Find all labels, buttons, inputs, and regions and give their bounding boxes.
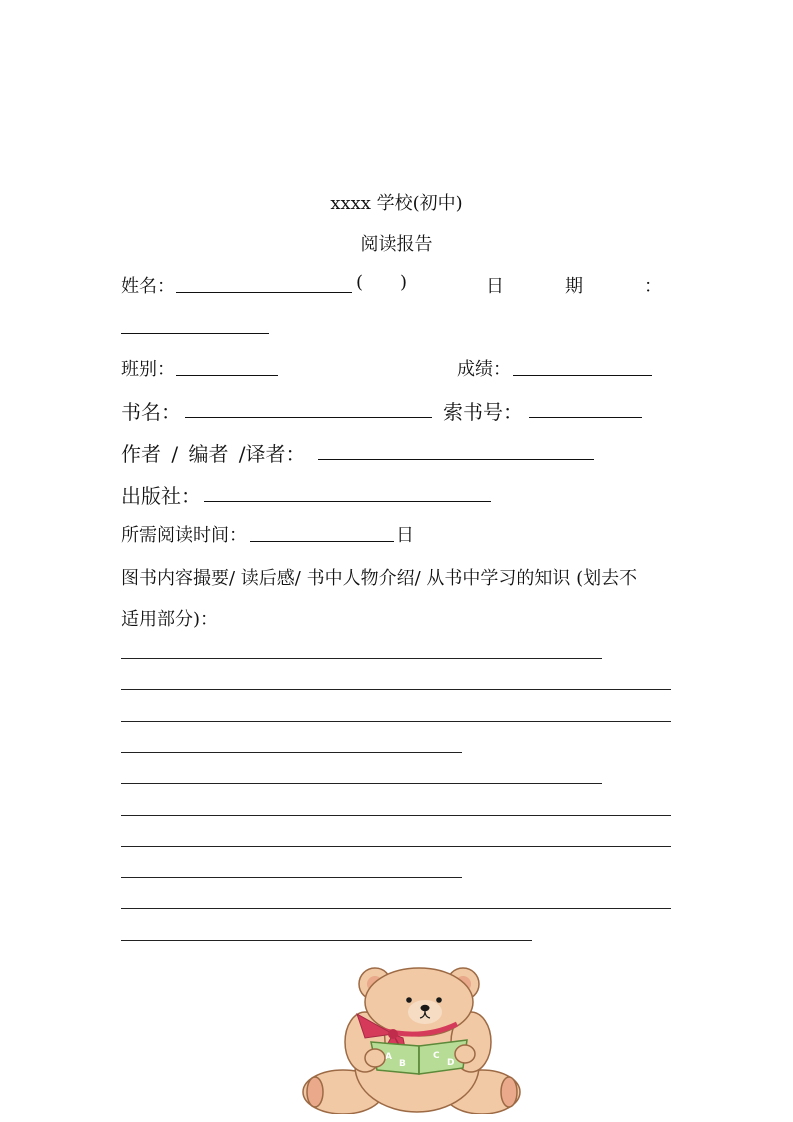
writing-line[interactable] — [121, 721, 671, 722]
book-letter-a: A — [385, 1052, 392, 1062]
writing-line[interactable] — [121, 908, 671, 909]
writing-line[interactable] — [121, 940, 532, 941]
teddy-bear-reading-icon — [295, 962, 525, 1118]
class-field[interactable] — [176, 375, 278, 376]
report-title: 阅读报告 — [360, 234, 433, 255]
writing-line[interactable] — [121, 846, 671, 847]
instruction-line-1: 图书内容撮要/ 读后感/ 书中人物介绍/ 从书中学习的知识 (划去不 — [121, 568, 638, 589]
school-title: xxxx 学校(初中) — [330, 193, 463, 214]
call-number-field[interactable] — [529, 417, 642, 418]
publisher-label: 出版社： — [121, 484, 201, 508]
grade-field[interactable] — [513, 375, 652, 376]
date-field[interactable] — [121, 333, 269, 334]
book-letter-b: B — [399, 1059, 406, 1069]
reading-time-label: 所需阅读时间： — [121, 525, 247, 546]
reading-time-unit: 日 — [396, 525, 414, 546]
date-char-3: ： — [644, 276, 662, 297]
name-label: 姓名： — [121, 276, 175, 297]
book-letter-c: C — [433, 1051, 440, 1061]
grade-label: 成绩： — [457, 359, 511, 380]
book-title-label: 书名： — [121, 400, 181, 424]
writing-line[interactable] — [121, 877, 462, 878]
writing-line[interactable] — [121, 752, 462, 753]
date-char-2: 期 — [565, 276, 583, 297]
writing-line[interactable] — [121, 689, 671, 690]
date-char-1: 日 — [486, 276, 504, 297]
date-label — [486, 272, 662, 298]
book-letter-d: D — [447, 1058, 455, 1068]
author-label: 作者 / 编者 /译者： — [121, 442, 306, 466]
writing-line[interactable] — [121, 783, 602, 784]
writing-line[interactable] — [121, 658, 602, 659]
instruction-line-2: 适用部分)： — [121, 609, 219, 630]
name-field[interactable] — [176, 292, 352, 293]
paren-close: ) — [400, 272, 408, 293]
call-number-label: 索书号： — [443, 400, 523, 424]
writing-line[interactable] — [121, 815, 671, 816]
paren-open: ( — [356, 272, 364, 293]
author-field[interactable] — [318, 459, 594, 460]
class-label: 班别： — [121, 359, 175, 380]
book-title-field[interactable] — [185, 417, 432, 418]
reading-time-field[interactable] — [250, 541, 394, 542]
publisher-field[interactable] — [204, 501, 491, 502]
